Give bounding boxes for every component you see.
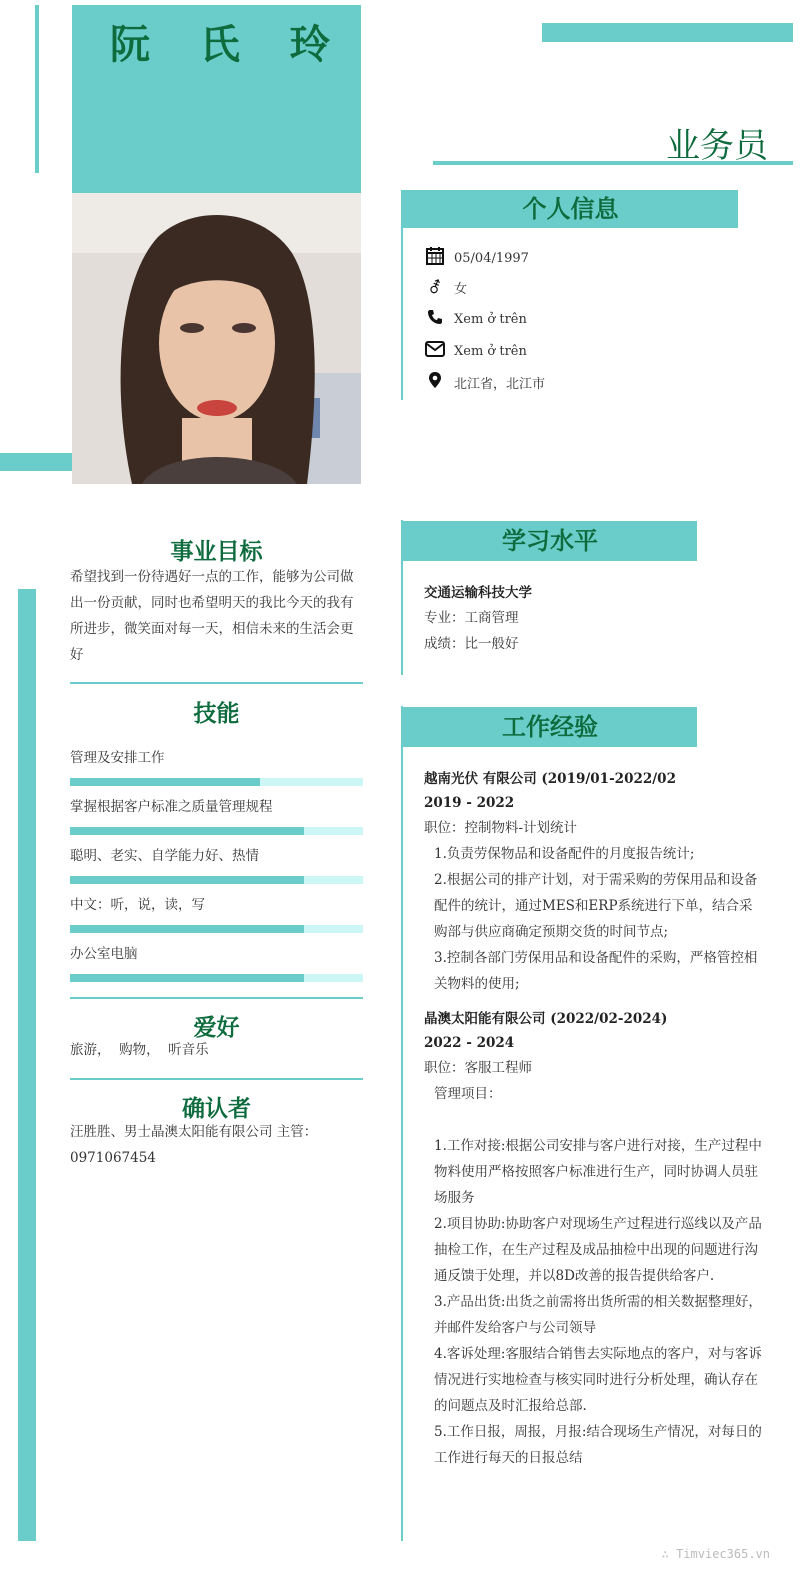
job-2-intro: 管理项目： [434,1086,502,1102]
gender-icon: ⚦ [428,278,442,297]
job-1-duties [424,841,764,997]
career-goal-heading: 事业目标 [170,538,263,565]
skill-bar [70,925,363,933]
skill-label: 聪明、老实、自学能力好、热情 [70,848,259,864]
job-2-position: 职位：客服工程师 [424,1060,532,1076]
job-1-duty: 3.控制各部门劳保用品和设备配件的采购，严格管控相关物料的使用; [434,950,758,992]
experience-heading: 工作经验 [403,707,697,747]
email-icon [424,340,446,362]
experience-vline [401,706,403,1541]
job-1-years: 2019 - 2022 [424,795,515,811]
skill-label: 办公室电脑 [70,946,138,962]
skill-bar-fill [70,974,304,982]
candidate-name: 阮 氏 玲 [110,21,348,68]
info-gender [424,278,467,297]
watermark-text: Timviec365.vn [676,1547,770,1561]
skill-item [70,795,363,835]
job-title: 业务员 [666,126,768,166]
hobbies-heading: 爱好 [193,1014,240,1041]
skill-item [70,746,363,786]
decor-left-vertical-line [35,5,39,173]
education-grade: 成绩：比一般好 [424,636,519,652]
decor-top-right-bar [542,23,793,42]
skill-label: 中文：听，说，读，写 [70,897,205,913]
job-1-duty: 1.负责劳保物品和设备配件的月度报告统计; [434,846,695,862]
birthday-value: 05/04/1997 [454,250,529,266]
watermark: ∴ Timviec365.vn [661,1547,770,1561]
portrait-illustration [72,193,361,484]
education-heading: 学习水平 [403,521,697,561]
skill-bar-fill [70,827,304,835]
reference-heading: 确认者 [182,1095,251,1122]
job-2-duty: 5.工作日报，周报，月报:结合现场生产情况，对每日的工作进行每天的日报总结 [434,1424,762,1466]
info-email [424,340,527,362]
name-header-box [72,5,361,193]
reference-text: 汪胜胜、男士晶澳太阳能有限公司 主管：0971067454 [70,1124,318,1166]
info-address [424,371,545,393]
skill-label: 掌握根据客户标准之质量管理规程 [70,799,273,815]
skill-bar-fill [70,925,304,933]
phone-icon [424,309,446,329]
skill-bar [70,876,363,884]
skill-item [70,942,363,982]
hobbies-text: 旅游， 购物， 听音乐 [70,1042,209,1058]
skill-bar-fill [70,876,304,884]
hobbies-divider [70,1078,363,1080]
job-2-years: 2022 - 2024 [424,1035,515,1051]
gender-value: 女 [454,282,468,297]
email-value: Xem ở trên [454,343,527,359]
career-goal-divider [70,682,363,684]
info-birthday [424,246,529,270]
skills-heading: 技能 [193,700,240,727]
calendar-icon [424,246,446,270]
job-2-duty: 2.项目协助:协助客户对现场生产过程进行巡线以及产品抽检工作，在生产过程及成品抽检中出现的问题进行沟通反馈于处理，并以8D改善的报告提供给客户. [434,1216,762,1284]
job-2-company: 晶澳太阳能有限公司 (2022/02-2024) [424,1011,668,1027]
phone-value: Xem ở trên [454,311,527,327]
info-phone [424,309,527,329]
school-name: 交通运输科技大学 [424,585,532,601]
job-2-duty: 3.产品出货:出货之前需将出货所需的相关数据整理好，并邮件发给客户与公司领导 [434,1294,762,1336]
address-value: 北江省，北江市 [454,376,546,392]
location-icon [424,371,446,393]
skill-bar [70,827,363,835]
skill-bar [70,974,363,982]
personal-info-heading: 个人信息 [403,190,738,228]
skill-item [70,844,363,884]
skill-item [70,893,363,933]
skills-divider [70,997,363,999]
skill-bar-fill [70,778,260,786]
job-1-company: 越南光伏 有限公司 (2019/01-2022/02 [424,771,676,787]
decor-left-horizontal-bar [0,453,72,471]
decor-left-long-bar [18,589,36,1541]
job-1-position: 职位：控制物料-计划统计 [424,820,578,836]
job-2-duties [424,1133,764,1471]
profile-photo [72,193,361,484]
job-2-duty: 1.工作对接:根据公司安排与客户进行对接，生产过程中物料使用严格按照客户标准进行生产，同时协调人员驻场服务 [434,1138,762,1206]
skill-label: 管理及安排工作 [70,750,165,766]
career-goal-text: 希望找到一份待遇好一点的工作，能够为公司做出一份贡献，同时也希望明天的我比今天的我有所进步，微笑面对每一天，相信未来的生活会更好 [70,569,354,663]
job-1-duty: 2.根据公司的排产计划，对于需采购的劳保用品和设备配件的统计，通过MES和ERP系统进行下单，结合采购部与供应商确定预期交货的时间节点; [434,872,758,940]
skill-bar [70,778,363,786]
education-major: 专业：工商管理 [424,610,519,626]
job-2-duty: 4.客诉处理:客服结合销售去实际地点的客户，对与客诉情况进行实地检查与核实同时进行分析处理，确认存在的问题点及时汇报给总部. [434,1346,762,1414]
